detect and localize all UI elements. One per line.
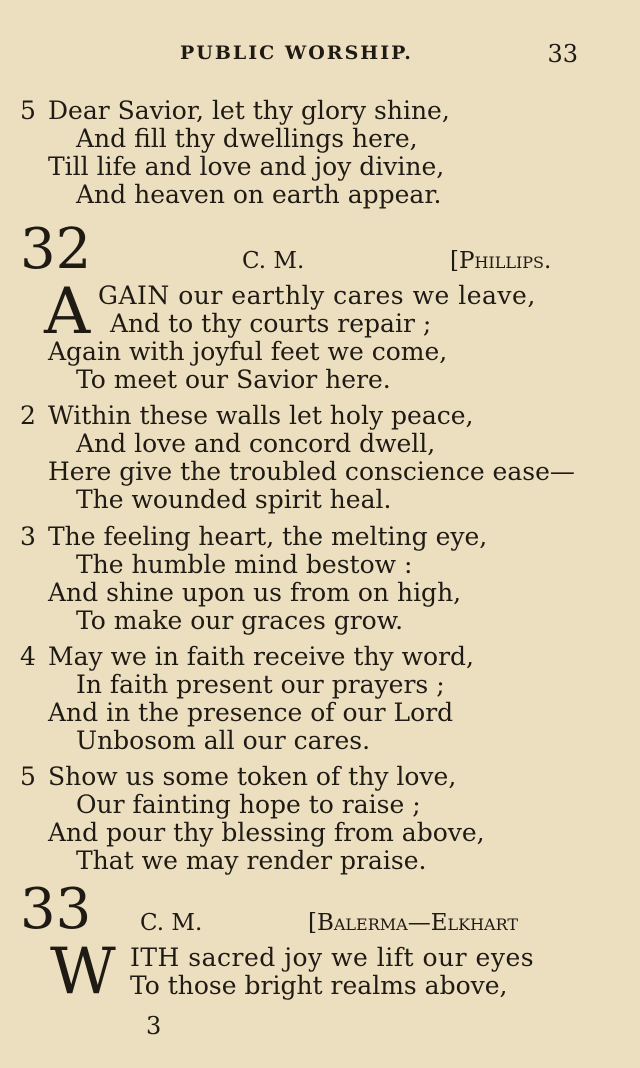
verse-line: And pour thy blessing from above, bbox=[48, 818, 485, 847]
verse-line: And heaven on earth appear. bbox=[76, 180, 442, 209]
verse-line: ITH sacred joy we lift our eyes bbox=[130, 943, 535, 972]
hymn-meter: C. M. bbox=[242, 248, 305, 274]
signature-mark: 3 bbox=[146, 1012, 162, 1040]
verse-number: 5 bbox=[20, 762, 36, 791]
verse-line: Again with joyful feet we come, bbox=[48, 337, 448, 366]
verse-line: GAIN our earthly cares we leave, bbox=[98, 281, 536, 310]
verse-line: And fill thy dwellings here, bbox=[76, 124, 418, 153]
running-head: PUBLIC WORSHIP. bbox=[180, 42, 413, 64]
verse-line: And shine upon us from on high, bbox=[48, 578, 462, 607]
drop-cap: A bbox=[44, 275, 91, 349]
drop-cap: W bbox=[50, 935, 116, 1009]
verse-line: To make our graces grow. bbox=[76, 606, 404, 635]
hymn-tune: [Phillips. bbox=[450, 248, 552, 274]
verse-line: To meet our Savior here. bbox=[76, 365, 391, 394]
verse-line: The humble mind bestow : bbox=[76, 550, 413, 579]
verse-number: 2 bbox=[20, 401, 36, 430]
hymn-number: 32 bbox=[20, 217, 92, 282]
verse-line: Unbosom all our cares. bbox=[76, 726, 371, 755]
verse-line: The wounded spirit heal. bbox=[76, 485, 392, 514]
hymn-meter: C. M. bbox=[140, 910, 203, 936]
verse-line: Within these walls let holy peace, bbox=[48, 401, 474, 430]
verse-line: And to thy courts repair ; bbox=[110, 309, 432, 338]
verse-line: To those bright realms above, bbox=[130, 971, 508, 1000]
verse-line: Show us some token of thy love, bbox=[48, 762, 457, 791]
verse-number: 3 bbox=[20, 522, 36, 551]
verse-line: Our fainting hope to raise ; bbox=[76, 790, 421, 819]
verse-line: Till life and love and joy divine, bbox=[48, 152, 445, 181]
hymn-tune: [Balerma—Elkhart bbox=[308, 910, 519, 936]
verse-line: In faith present our prayers ; bbox=[76, 670, 445, 699]
verse-line: And love and concord dwell, bbox=[76, 429, 436, 458]
verse-line: Here give the troubled conscience ease— bbox=[48, 457, 575, 486]
verse-line: That we may render praise. bbox=[76, 846, 427, 875]
verse-line: May we in faith receive thy word, bbox=[48, 642, 474, 671]
verse-number: 4 bbox=[20, 642, 36, 671]
verse-line: Dear Savior, let thy glory shine, bbox=[48, 96, 450, 125]
verse-line: And in the presence of our Lord bbox=[48, 698, 454, 727]
hymn-number: 33 bbox=[20, 877, 92, 942]
page-number: 33 bbox=[547, 40, 578, 68]
verse-number: 5 bbox=[20, 96, 36, 125]
verse-line: The feeling heart, the melting eye, bbox=[48, 522, 488, 551]
